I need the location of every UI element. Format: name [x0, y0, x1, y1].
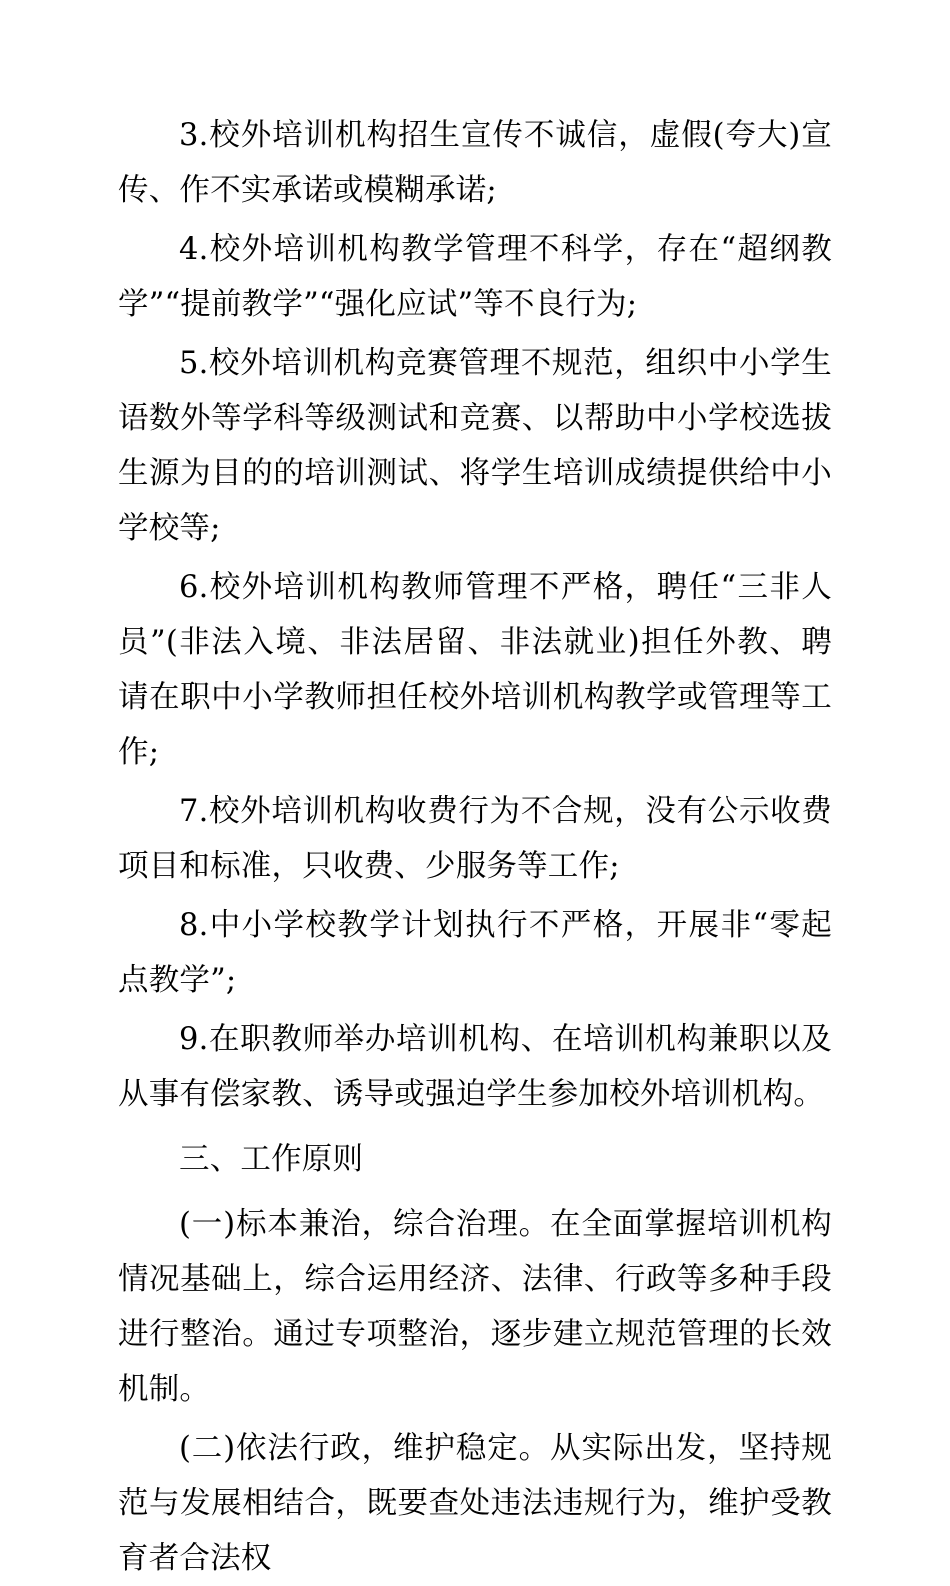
paragraph-item-4: 4.校外培训机构教学管理不科学，存在“超纲教学”“提前教学”“强化应试”等不良行为;: [118, 232, 832, 322]
paragraph-principle-2: (二)依法行政，维护稳定。从实际出发，坚持规范与发展相结合，既要查处违法违规行为，维护受教育者合法权: [118, 1431, 832, 1576]
paragraph-principle-1: (一)标本兼治，综合治理。在全面掌握培训机构情况基础上，综合运用经济、法律、行政等多种手段进行整治。通过专项整治，逐步建立规范管理的长效机制。: [118, 1207, 832, 1407]
paragraph-item-9: 9.在职教师举办培训机构、在培训机构兼职以及从事有偿家教、诱导或强迫学生参加校外培训机构。: [118, 1022, 832, 1112]
paragraph-item-7: 7.校外培训机构收费行为不合规，没有公示收费项目和标准，只收费、少服务等工作;: [118, 794, 832, 884]
paragraph-item-5: 5.校外培训机构竞赛管理不规范，组织中小学生语数外等学科等级测试和竞赛、以帮助中小学校选拔生源为目的的培训测试、将学生培训成绩提供给中小学校等;: [118, 346, 832, 546]
paragraph-item-8: 8.中小学校教学计划执行不严格，开展非“零起点教学”;: [118, 908, 832, 998]
paragraph-item-6: 6.校外培训机构教师管理不严格，聘任“三非人员”(非法入境、非法居留、非法就业)担任外教、聘请在职中小学教师担任校外培训机构教学或管理等工作;: [118, 570, 832, 770]
paragraph-item-3: 3.校外培训机构招生宣传不诚信，虚假(夸大)宣传、作不实承诺或模糊承诺;: [118, 118, 832, 208]
section-heading-work-principles: 三、工作原则: [179, 1142, 364, 1177]
